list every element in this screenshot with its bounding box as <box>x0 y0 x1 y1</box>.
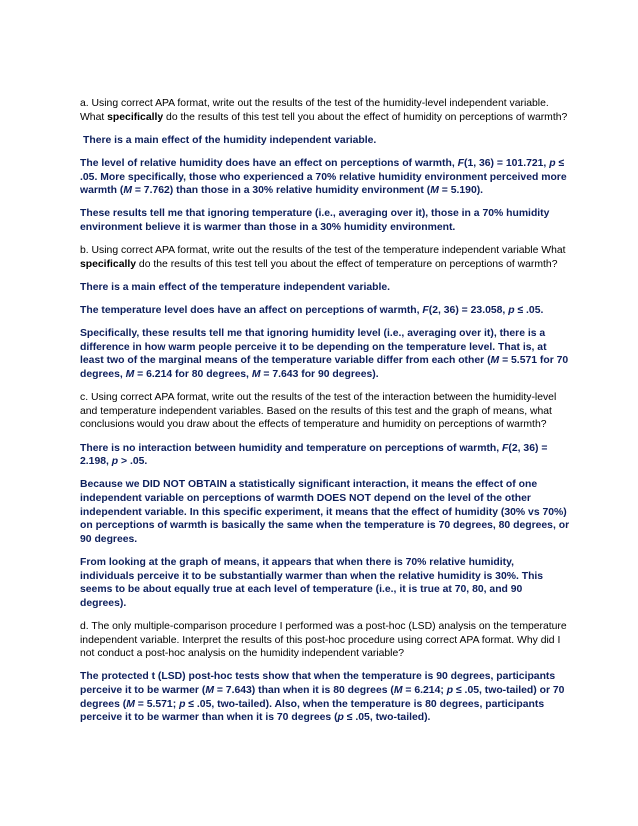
answer-d-posthoc-result: The protected t (LSD) post-hoc tests show that when the temperature is 90 degrees, participants perceive it to be warmer (M = 7.643) than when it is 80 degrees (M = 6.214; p ≤ .05, two-tailed) or 70 degrees (M = 5.571; p ≤ .05, two-tailed). Also, when the temperature is 80 degrees, participants perceive it to be warmer than when it is 70 degrees (p ≤ .05, two-tailed). <box>80 671 565 724</box>
answer-c-graph-conclusion: From looking at the graph of means, it appears that when there is 70% relative humidity, individuals perceive it to be substantially warmer than when the relative humidity is 30%. This seems to be about equally true at each level of temperature (i.e., it is true at 70, 80, and 90 degrees). <box>80 556 544 609</box>
question-c: c. Using correct APA format, write out the results of the test of the interaction between the humidity-level and temperature independent variables. Based on the results of this test and the graph of means, what conclusions would you draw about the effects of temperature and humidity on perceptions of warmth? <box>80 392 557 431</box>
answer-a-main-effect: There is a main effect of the humidity independent variable. <box>83 134 377 146</box>
document-page <box>80 97 570 734</box>
question-a: a. Using correct APA format, write out the results of the test of the humidity-level independent variable. What specifically do the results of this test tell you about the effect of humidity on perceptions of warmth? <box>80 98 568 123</box>
answer-b-main-effect: There is a main effect of the temperature independent variable. <box>80 281 391 293</box>
answer-c-interpretation: Because we DID NOT OBTAIN a statistically significant interaction, it means the effect of one independent variable on perceptions of warmth DOES NOT depend on the level of the other independent variable. In this specific experiment, it means that the effect of humidity (30% vs 70%) on perceptions of warmth is basically the same when the temperature is 70 degrees, 80 degrees, or 90 degrees. <box>80 479 570 545</box>
answer-c-apa-result: There is no interaction between humidity and temperature on perceptions of warmth, F(2, 36) = 2.198, p > .05. <box>80 442 548 468</box>
answer-b-interpretation: Specifically, these results tell me that ignoring humidity level (i.e., averaging over it), there is a difference in how warm people perceive it to be depending on the temperature level. That is, at least two of the marginal means of the temperature variable differ from each other (M = 5.571 for 70 degrees, M = 6.214 for 80 degrees, M = 7.643 for 90 degrees). <box>80 328 569 381</box>
question-b: b. Using correct APA format, write out the results of the test of the temperature independent variable What specifically do the results of this test tell you about the effect of temperature on perceptions of warmth? <box>80 245 566 270</box>
answer-a-interpretation: These results tell me that ignoring temperature (i.e., averaging over it), those in a 70% humidity environment believe it is warmer than those in a 30% humidity environment. <box>80 208 550 233</box>
answer-a-apa-result: The level of relative humidity does have an effect on perceptions of warmth, F(1, 36) = 101.721, p ≤ .05. More specifically, those who experienced a 70% relative humidity environment perceived more warmth (M = 7.762) than those in a 30% relative humidity environment (M = 5.190). <box>80 157 567 197</box>
question-d: d. The only multiple-comparison procedure I performed was a post-hoc (LSD) analysis on the temperature independent variable. Interpret the results of this post-hoc procedure using correct APA format. Why did I not conduct a post-hoc analysis on the humidity independent variable? <box>80 620 567 660</box>
answer-b-apa-result: The temperature level does have an affect on perceptions of warmth, F(2, 36) = 23.058, p ≤ .05. <box>80 305 544 317</box>
